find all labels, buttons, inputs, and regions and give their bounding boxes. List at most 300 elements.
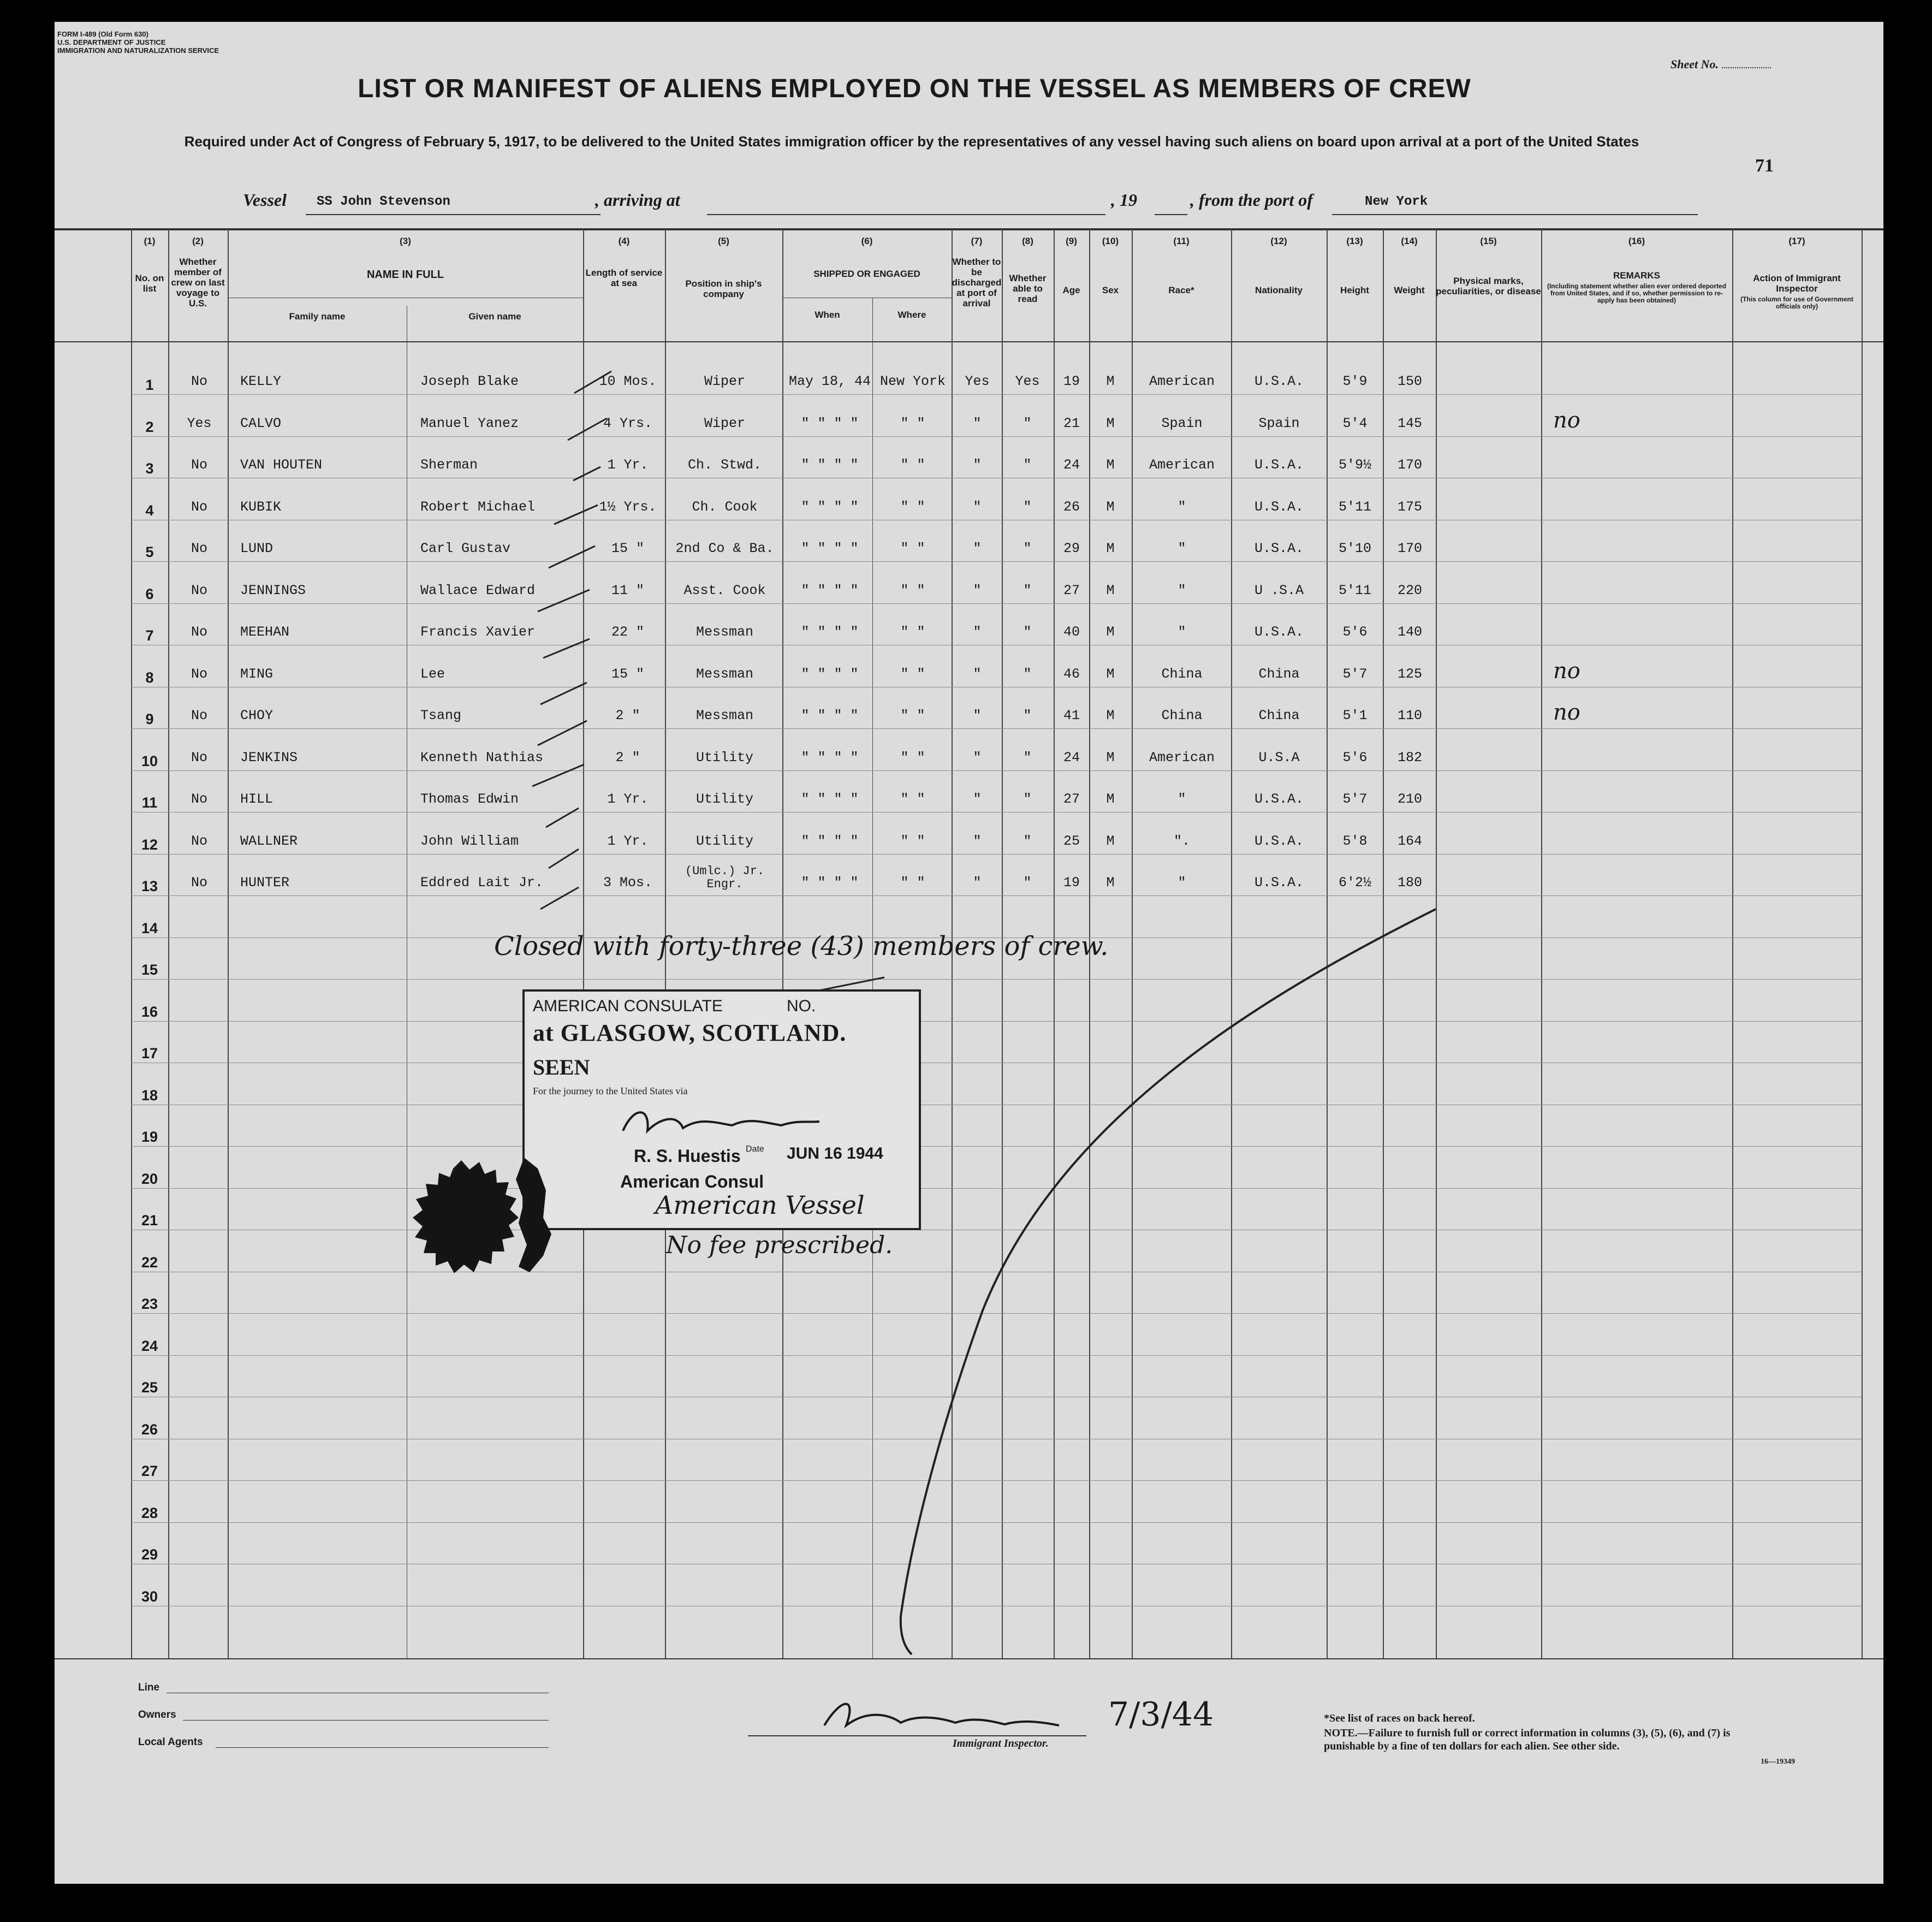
cell-service: 15 " bbox=[611, 666, 644, 682]
cell-race: American bbox=[1149, 457, 1215, 473]
cell-given: Lee bbox=[420, 666, 445, 682]
col-num: (12) bbox=[1270, 236, 1287, 246]
cell-prev: No bbox=[191, 583, 207, 598]
col-header-family: Family name bbox=[289, 311, 346, 322]
col-num: (2) bbox=[192, 236, 204, 246]
col-header-when: When bbox=[815, 310, 840, 320]
cell-weight: 175 bbox=[1397, 499, 1422, 515]
cell-discharged: " bbox=[973, 666, 982, 682]
cell-discharged: " bbox=[973, 833, 982, 849]
cell-sex: M bbox=[1106, 416, 1115, 431]
cell-race: China bbox=[1161, 708, 1203, 723]
cell-discharged: Yes bbox=[965, 373, 990, 389]
cell-read: " bbox=[1023, 833, 1032, 849]
form-code: 16—19349 bbox=[1761, 1758, 1795, 1766]
cell-nationality: U.S.A. bbox=[1254, 791, 1304, 807]
row-number: 23 bbox=[141, 1296, 158, 1312]
cell-height: 5'10 bbox=[1338, 541, 1371, 556]
cell-race: ". bbox=[1173, 833, 1190, 849]
row-number: 25 bbox=[141, 1379, 158, 1396]
no-fee-note: No fee prescribed. bbox=[666, 1231, 893, 1259]
row-number: 14 bbox=[141, 920, 158, 936]
col-header-action-note: (This column for use of Government officials only) bbox=[1740, 295, 1853, 310]
cell-age: 41 bbox=[1063, 708, 1080, 723]
cell-position: Wiper bbox=[704, 373, 745, 389]
cell-when: " " " " bbox=[801, 875, 859, 891]
cell-prev: No bbox=[191, 833, 207, 849]
col-num: (9) bbox=[1066, 236, 1077, 246]
col-num: (15) bbox=[1480, 236, 1497, 246]
cell-family: HILL bbox=[240, 791, 274, 807]
row-number: 26 bbox=[141, 1421, 158, 1438]
cell-discharged: " bbox=[973, 416, 982, 431]
cell-height: 5'9½ bbox=[1338, 457, 1371, 473]
stamp-signer: R. S. Huestis bbox=[634, 1146, 741, 1166]
cell-position: Ch. Cook bbox=[692, 499, 758, 515]
cell-given: Sherman bbox=[420, 457, 478, 473]
cell-service: 4 Yrs. bbox=[603, 416, 652, 431]
cell-prev: No bbox=[191, 624, 207, 640]
col-header-sex: Sex bbox=[1102, 285, 1119, 295]
cell-given: Carl Gustav bbox=[420, 541, 511, 556]
row-number: 27 bbox=[141, 1463, 158, 1479]
cell-age: 24 bbox=[1063, 750, 1080, 766]
cell-service: 1 Yr. bbox=[607, 457, 649, 473]
footer-line-label: Line bbox=[138, 1682, 160, 1693]
cell-where: " " bbox=[900, 499, 925, 515]
col-header-no: No. on list bbox=[135, 273, 164, 294]
cell-discharged: " bbox=[973, 624, 982, 640]
cell-given: Joseph Blake bbox=[420, 373, 519, 389]
col-num: (16) bbox=[1628, 236, 1645, 246]
cell-weight: 170 bbox=[1397, 457, 1422, 473]
cell-sex: M bbox=[1106, 373, 1115, 389]
row-number: 8 bbox=[145, 669, 154, 686]
col-num: (8) bbox=[1022, 236, 1033, 246]
cell-race: " bbox=[1178, 499, 1186, 515]
cell-nationality: U.S.A. bbox=[1254, 499, 1304, 515]
cell-weight: 210 bbox=[1397, 791, 1422, 807]
col-header-remarks: REMARKS bbox=[1613, 270, 1660, 281]
cell-discharged: " bbox=[973, 583, 982, 598]
stamp-location: at GLASGOW, SCOTLAND. bbox=[533, 1019, 847, 1046]
row-number: 24 bbox=[141, 1338, 158, 1354]
cell-when: " " " " bbox=[801, 708, 859, 723]
cell-service: 2 " bbox=[615, 708, 640, 723]
row-number: 2 bbox=[145, 419, 154, 435]
cell-where: " " bbox=[900, 583, 925, 598]
form-title: LIST OR MANIFEST OF ALIENS EMPLOYED ON THE VESSEL AS MEMBERS OF CREW bbox=[358, 74, 1471, 103]
cell-weight: 220 bbox=[1397, 583, 1422, 598]
arriving-label: , arriving at bbox=[595, 190, 680, 210]
cell-prev: No bbox=[191, 666, 207, 682]
department: U.S. DEPARTMENT OF JUSTICE bbox=[57, 38, 166, 46]
stamp-consulate: AMERICAN CONSULATE bbox=[533, 997, 723, 1015]
col-header-service: Length of service at sea bbox=[585, 268, 663, 288]
cell-family: CHOY bbox=[240, 708, 274, 723]
cell-height: 5'7 bbox=[1342, 791, 1368, 807]
col-header-race: Race* bbox=[1168, 285, 1194, 295]
cell-race: " bbox=[1178, 541, 1186, 556]
vessel-label: Vessel bbox=[243, 190, 287, 210]
col-num: (6) bbox=[861, 236, 873, 246]
stamp-seen: SEEN bbox=[533, 1055, 590, 1079]
stamp-date: JUN 16 1944 bbox=[787, 1144, 883, 1162]
cell-read: " bbox=[1023, 499, 1032, 515]
cell-given: Eddred Lait Jr. bbox=[420, 875, 544, 891]
cell-height: 5'7 bbox=[1342, 666, 1368, 682]
cell-when: " " " " bbox=[801, 499, 859, 515]
cell-service: 2 " bbox=[615, 750, 640, 766]
row-number: 11 bbox=[141, 794, 158, 811]
cell-service: 3 Mos. bbox=[603, 875, 652, 891]
col-header-nationality: Nationality bbox=[1255, 285, 1303, 295]
cell-given: Wallace Edward bbox=[420, 583, 536, 598]
cell-sex: M bbox=[1106, 583, 1115, 598]
from-label: , from the port of bbox=[1190, 190, 1313, 210]
cell-sex: M bbox=[1106, 541, 1115, 556]
cell-sex: M bbox=[1106, 875, 1115, 891]
col-header-where: Where bbox=[897, 310, 926, 320]
form-subtitle: Required under Act of Congress of February 5, 1917, to be delivered to the United States immigration officer by the representatives of any vessel having such aliens on board upon arrival at a port of the United States bbox=[184, 133, 1639, 150]
cell-nationality: U.S.A bbox=[1258, 750, 1300, 766]
row-number: 29 bbox=[141, 1546, 158, 1563]
cell-prev: No bbox=[191, 373, 207, 389]
col-num: (13) bbox=[1346, 236, 1363, 246]
cell-service: 22 " bbox=[611, 624, 644, 640]
cell-service: 15 " bbox=[611, 541, 644, 556]
cell-race: Spain bbox=[1161, 416, 1203, 431]
cell-prev: No bbox=[191, 875, 207, 891]
cell-age: 25 bbox=[1063, 833, 1080, 849]
row-number: 13 bbox=[141, 878, 158, 894]
cell-sex: M bbox=[1106, 499, 1115, 515]
col-header-read: Whether able to read bbox=[1009, 273, 1047, 304]
cell-race: " bbox=[1178, 791, 1186, 807]
col-header-action: Action of Immigrant Inspector bbox=[1753, 273, 1841, 294]
cell-prev: No bbox=[191, 750, 207, 766]
row-number: 18 bbox=[141, 1087, 158, 1104]
cell-nationality: U.S.A. bbox=[1254, 373, 1304, 389]
col-header-name: NAME IN FULL bbox=[366, 269, 444, 281]
row-number: 16 bbox=[141, 1004, 158, 1020]
cell-discharged: " bbox=[973, 541, 982, 556]
cell-read: Yes bbox=[1015, 373, 1040, 389]
cell-family: LUND bbox=[240, 541, 274, 556]
cell-height: 5'11 bbox=[1338, 583, 1371, 598]
cell-height: 5'9 bbox=[1342, 373, 1368, 389]
cell-position: (Umlc.) Jr. Engr. bbox=[685, 864, 765, 891]
row-number: 4 bbox=[145, 502, 154, 519]
inspector-label: Immigrant Inspector. bbox=[953, 1737, 1049, 1749]
row-number: 3 bbox=[145, 460, 154, 477]
races-note: *See list of races on back hereof. bbox=[1324, 1712, 1475, 1724]
col-num: (4) bbox=[618, 236, 630, 246]
cell-remarks: no bbox=[1553, 700, 1580, 725]
cell-weight: 170 bbox=[1397, 541, 1422, 556]
cell-height: 5'8 bbox=[1342, 833, 1368, 849]
cell-height: 5'4 bbox=[1342, 416, 1368, 431]
cell-family: KUBIK bbox=[240, 499, 282, 515]
cell-weight: 145 bbox=[1397, 416, 1422, 431]
cell-when: " " " " bbox=[801, 750, 859, 766]
cell-given: Kenneth Nathias bbox=[420, 750, 544, 766]
cell-where: " " bbox=[900, 708, 925, 723]
cell-height: 6'2½ bbox=[1338, 875, 1371, 891]
cell-when: " " " " bbox=[801, 457, 859, 473]
cell-given: Francis Xavier bbox=[420, 624, 536, 640]
col-header-age: Age bbox=[1062, 285, 1080, 295]
cell-race: American bbox=[1149, 750, 1215, 766]
cell-read: " bbox=[1023, 791, 1032, 807]
cell-prev: Yes bbox=[187, 416, 212, 431]
cell-remarks: no bbox=[1553, 659, 1580, 684]
cell-when: May 18, 44 bbox=[788, 373, 871, 389]
cell-family: KELLY bbox=[240, 373, 282, 389]
cell-remarks: no bbox=[1553, 408, 1580, 433]
cell-when: " " " " bbox=[801, 666, 859, 682]
cell-race: China bbox=[1161, 666, 1203, 682]
cell-where: " " bbox=[900, 833, 925, 849]
col-header-weight: Weight bbox=[1394, 285, 1425, 295]
cell-height: 5'6 bbox=[1342, 750, 1368, 766]
cell-position: Utility bbox=[695, 791, 754, 807]
cell-position: Messman bbox=[695, 624, 754, 640]
row-number: 22 bbox=[141, 1254, 158, 1271]
cell-nationality: U.S.A. bbox=[1254, 624, 1304, 640]
cell-discharged: " bbox=[973, 708, 982, 723]
cell-when: " " " " bbox=[801, 624, 859, 640]
cell-height: 5'6 bbox=[1342, 624, 1368, 640]
cell-height: 5'11 bbox=[1338, 499, 1371, 515]
cell-read: " bbox=[1023, 416, 1032, 431]
cell-where: New York bbox=[879, 373, 946, 389]
cell-given: Manuel Yanez bbox=[420, 416, 519, 431]
cell-family: VAN HOUTEN bbox=[240, 457, 323, 473]
cell-position: Messman bbox=[695, 708, 754, 723]
cell-service: 1 Yr. bbox=[607, 833, 649, 849]
cell-age: 27 bbox=[1063, 583, 1080, 598]
cell-age: 27 bbox=[1063, 791, 1080, 807]
cell-given: John William bbox=[420, 833, 519, 849]
from-port-value: New York bbox=[1365, 194, 1428, 209]
cell-when: " " " " bbox=[801, 416, 859, 431]
row-number: 19 bbox=[141, 1129, 158, 1145]
cell-discharged: " bbox=[973, 499, 982, 515]
cell-weight: 110 bbox=[1397, 708, 1422, 723]
cell-nationality: Spain bbox=[1258, 416, 1300, 431]
stamp-title: American Consul bbox=[620, 1172, 764, 1191]
cell-family: CALVO bbox=[240, 416, 282, 431]
row-number: 17 bbox=[141, 1045, 158, 1061]
cell-service: 1½ Yrs. bbox=[599, 499, 657, 515]
cell-age: 46 bbox=[1063, 666, 1080, 682]
cell-read: " bbox=[1023, 541, 1032, 556]
cell-prev: No bbox=[191, 791, 207, 807]
col-header-position: Position in ship's company bbox=[685, 278, 762, 299]
cell-position: 2nd Co & Ba. bbox=[675, 541, 774, 556]
cell-weight: 150 bbox=[1397, 373, 1422, 389]
col-num: (14) bbox=[1401, 236, 1418, 246]
row-number: 12 bbox=[141, 837, 158, 853]
cell-age: 26 bbox=[1063, 499, 1080, 515]
cell-position: Asst. Cook bbox=[683, 583, 766, 598]
cell-age: 40 bbox=[1063, 624, 1080, 640]
cell-when: " " " " bbox=[801, 583, 859, 598]
row-number: 20 bbox=[141, 1171, 158, 1187]
col-header-given: Given name bbox=[468, 311, 521, 322]
american-vessel-note: American Vessel bbox=[655, 1190, 865, 1220]
cell-service: 11 " bbox=[611, 583, 644, 598]
cell-position: Ch. Stwd. bbox=[687, 457, 762, 473]
embossed-seal-icon bbox=[388, 1158, 568, 1321]
cell-sex: M bbox=[1106, 457, 1115, 473]
cell-race: " bbox=[1178, 875, 1186, 891]
cell-family: MEEHAN bbox=[240, 624, 290, 640]
cell-sex: M bbox=[1106, 666, 1115, 682]
col-header-discharged: Whether to be discharged at port of arrival bbox=[952, 257, 1002, 309]
inspector-date: 7/3/44 bbox=[1108, 1695, 1214, 1734]
cell-where: " " bbox=[900, 750, 925, 766]
cell-where: " " bbox=[900, 666, 925, 682]
cell-race: American bbox=[1149, 373, 1215, 389]
col-num: (11) bbox=[1173, 236, 1190, 246]
col-header-physical: Physical marks, peculiarities, or disease bbox=[1436, 276, 1541, 296]
cell-prev: No bbox=[191, 499, 207, 515]
cell-family: JENKINS bbox=[240, 750, 298, 766]
cell-weight: 140 bbox=[1397, 624, 1422, 640]
cell-position: Wiper bbox=[704, 416, 745, 431]
cell-position: Utility bbox=[695, 833, 754, 849]
col-num: (7) bbox=[971, 236, 983, 246]
cell-race: " bbox=[1178, 583, 1186, 598]
row-number: 10 bbox=[141, 753, 158, 769]
cell-discharged: " bbox=[973, 750, 982, 766]
cell-where: " " bbox=[900, 457, 925, 473]
sheet-label: Sheet No. bbox=[1671, 57, 1719, 71]
row-number: 30 bbox=[141, 1588, 158, 1605]
cell-where: " " bbox=[900, 541, 925, 556]
cell-nationality: U .S.A bbox=[1254, 583, 1304, 598]
consul-signature bbox=[617, 1101, 825, 1144]
col-header-height: Height bbox=[1340, 285, 1369, 295]
col-num: (10) bbox=[1102, 236, 1119, 246]
cell-sex: M bbox=[1106, 708, 1115, 723]
cell-race: " bbox=[1178, 624, 1186, 640]
cell-weight: 125 bbox=[1397, 666, 1422, 682]
stamp-journey: For the journey to the United States via bbox=[533, 1085, 688, 1096]
cell-family: WALLNER bbox=[240, 833, 298, 849]
cell-weight: 164 bbox=[1397, 833, 1422, 849]
cell-nationality: China bbox=[1258, 708, 1300, 723]
cell-when: " " " " bbox=[801, 541, 859, 556]
cell-nationality: U.S.A. bbox=[1254, 833, 1304, 849]
cell-where: " " bbox=[900, 624, 925, 640]
cell-read: " bbox=[1023, 457, 1032, 473]
stamp-date-label: Date bbox=[746, 1144, 764, 1154]
cell-prev: No bbox=[191, 708, 207, 723]
cell-when: " " " " bbox=[801, 833, 859, 849]
cell-given: Tsang bbox=[420, 708, 462, 723]
cell-discharged: " bbox=[973, 791, 982, 807]
cell-family: JENNINGS bbox=[240, 583, 306, 598]
row-number: 15 bbox=[141, 962, 158, 978]
cell-position: Messman bbox=[695, 666, 754, 682]
col-header-last-voyage: Whether member of crew on last voyage to U.S. bbox=[171, 257, 225, 309]
row-number: 9 bbox=[145, 711, 154, 727]
cell-family: HUNTER bbox=[240, 875, 290, 891]
cell-read: " bbox=[1023, 875, 1032, 891]
cell-when: " " " " bbox=[801, 791, 859, 807]
cell-weight: 180 bbox=[1397, 875, 1422, 891]
penalty-note: NOTE.—Failure to furnish full or correct information in columns (3), (5), (6), and (7) is punishable by a fine of ten dollars for each alien. See other side. bbox=[1324, 1727, 1731, 1752]
footer-agents-label: Local Agents bbox=[138, 1736, 203, 1748]
cell-age: 24 bbox=[1063, 457, 1080, 473]
service: IMMIGRATION AND NATURALIZATION SERVICE bbox=[57, 46, 219, 55]
cell-nationality: U.S.A. bbox=[1254, 541, 1304, 556]
row-number: 21 bbox=[141, 1212, 158, 1229]
vessel-value: SS John Stevenson bbox=[317, 194, 450, 209]
col-num: (5) bbox=[718, 236, 729, 246]
cell-read: " bbox=[1023, 750, 1032, 766]
cell-nationality: U.S.A. bbox=[1254, 457, 1304, 473]
cell-service: 10 Mos. bbox=[599, 373, 657, 389]
form-id: FORM I-489 (Old Form 630) bbox=[57, 30, 148, 38]
row-number: 5 bbox=[145, 544, 154, 560]
cell-age: 19 bbox=[1063, 373, 1080, 389]
cell-read: " bbox=[1023, 708, 1032, 723]
cell-prev: No bbox=[191, 457, 207, 473]
col-num: (3) bbox=[400, 236, 411, 246]
cell-where: " " bbox=[900, 791, 925, 807]
cell-position: Utility bbox=[695, 750, 754, 766]
cell-age: 29 bbox=[1063, 541, 1080, 556]
cell-read: " bbox=[1023, 624, 1032, 640]
cell-prev: No bbox=[191, 541, 207, 556]
stamp-no-label: NO. bbox=[787, 997, 816, 1015]
col-num: (1) bbox=[144, 236, 156, 246]
cell-age: 19 bbox=[1063, 875, 1080, 891]
year-label: , 19 bbox=[1111, 190, 1137, 210]
col-num: (17) bbox=[1788, 236, 1805, 246]
cell-where: " " bbox=[900, 416, 925, 431]
cell-family: MING bbox=[240, 666, 274, 682]
cell-discharged: " bbox=[973, 875, 982, 891]
cell-sex: M bbox=[1106, 750, 1115, 766]
row-number: 28 bbox=[141, 1505, 158, 1521]
footer-owners-label: Owners bbox=[138, 1709, 176, 1721]
cell-given: Robert Michael bbox=[420, 499, 536, 515]
cell-nationality: China bbox=[1258, 666, 1300, 682]
cell-service: 1 Yr. bbox=[607, 791, 649, 807]
closing-note: Closed with forty-three (43) members of crew. bbox=[494, 931, 1109, 962]
cell-weight: 182 bbox=[1397, 750, 1422, 766]
col-header-shipped: SHIPPED OR ENGAGED bbox=[813, 269, 920, 279]
page-number: 71 bbox=[1755, 156, 1774, 176]
row-number: 6 bbox=[145, 586, 154, 602]
cell-read: " bbox=[1023, 583, 1032, 598]
cell-sex: M bbox=[1106, 624, 1115, 640]
cell-given: Thomas Edwin bbox=[420, 791, 519, 807]
col-header-remarks-note: (Including statement whether alien ever ordered deported from United States, and if so, whether permission to re-apply has been obtained) bbox=[1547, 282, 1727, 304]
cell-sex: M bbox=[1106, 791, 1115, 807]
row-number: 7 bbox=[145, 627, 154, 644]
cell-height: 5'1 bbox=[1342, 708, 1368, 723]
cell-discharged: " bbox=[973, 457, 982, 473]
cell-where: " " bbox=[900, 875, 925, 891]
cell-age: 21 bbox=[1063, 416, 1080, 431]
cell-nationality: U.S.A. bbox=[1254, 875, 1304, 891]
